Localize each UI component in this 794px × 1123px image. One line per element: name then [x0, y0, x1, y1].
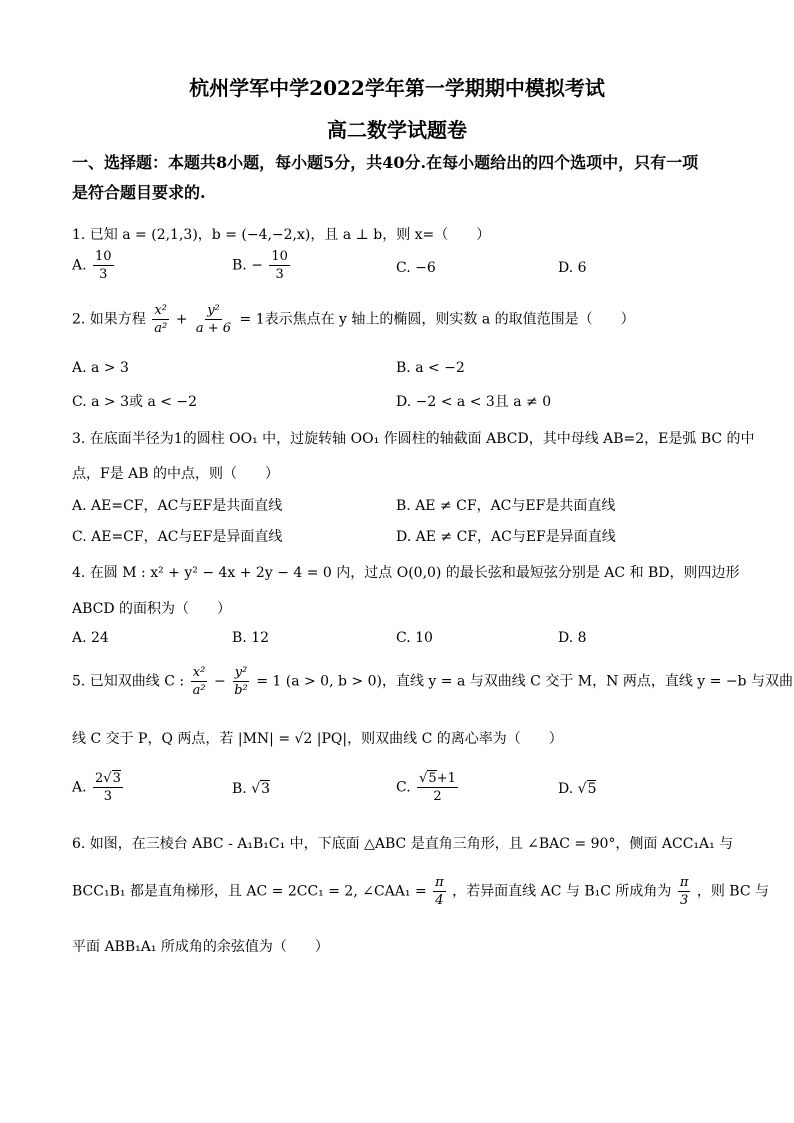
- q5-option-a-denominator: 3: [103, 789, 113, 804]
- q5-option-c-fraction: [417, 770, 458, 805]
- q4-stem-line1: 4. 在圆 M : x² + y² − 4x + 2y − 4 = 0 内，过点 O(0,0) 的最长弦和最短弦分别是 AC 和 BD，则四边形: [72, 565, 740, 581]
- q3-stem-line1: 3. 在底面半径为1的圆柱 OO₁ 中，过旋转轴 OO₁ 作圆柱的轴截面 ABCD，其中母线 AB=2，E是弧 BC 的中: [72, 431, 755, 447]
- q3-option-b: B. AE ≠ CF，AC与EF是共面直线: [396, 498, 616, 514]
- sqrt-symbol: √: [577, 781, 587, 797]
- q1-option-b-denominator: 3: [275, 267, 284, 282]
- q5-option-b-label: B.: [232, 781, 247, 797]
- q5-option-c-numerator: [417, 770, 458, 788]
- q1-option-a-fraction: [93, 248, 114, 283]
- q2-option-d: D. −2 < a < 3且 a ≠ 0: [396, 394, 552, 410]
- q2-fraction-y-denominator: a + 6: [195, 321, 232, 336]
- q1-option-d: D. 6: [558, 260, 587, 276]
- q3-stem-line2: 点，F是 AB 的中点，则（ ）: [72, 466, 280, 482]
- q2-stem: [72, 302, 722, 337]
- q6-fraction-2-numerator: π: [679, 875, 689, 890]
- q5-option-a-radicand: 3: [112, 771, 121, 786]
- q3-option-a: A. AE=CF，AC与EF是共面直线: [72, 498, 283, 514]
- q1-option-a-denominator: 3: [99, 267, 108, 282]
- q5-option-a-numerator: [93, 770, 123, 788]
- q6-stem-line2-post: ，则 BC 与: [696, 883, 770, 900]
- q1-option-a-label: A.: [72, 257, 87, 274]
- q5-fraction-x-denominator: a²: [192, 683, 206, 698]
- q5-fraction-y: [232, 664, 250, 699]
- q5-stem-post: = 1 (a > 0, b > 0)，直线 y = a 与双曲线 C 交于 M，N 两点，直线 y = −b 与双曲: [256, 673, 793, 690]
- q5-option-d-radicand: 5: [587, 781, 597, 797]
- q5-fraction-y-numerator: y²: [234, 665, 248, 680]
- q2-fraction-y-numerator: y²: [207, 303, 220, 318]
- q1-option-b: [232, 248, 292, 283]
- q1-option-b-numerator: 10: [271, 249, 288, 264]
- q6-stem-line3: 平面 ABB₁A₁ 所成角的余弦值为（ ）: [72, 939, 329, 955]
- q5-option-a: [72, 770, 125, 805]
- q5-stem-pre: 5. 已知双曲线 C :: [72, 673, 185, 690]
- q2-fraction-x: [152, 302, 169, 337]
- q2-fraction-y: [194, 302, 233, 337]
- q1-stem: 1. 已知 a = (2,1,3)，b = (−4,−2,x)，且 a ⊥ b，则 x=（ ）: [72, 227, 491, 243]
- exam-subtitle: 高二数学试题卷: [327, 118, 467, 142]
- q6-stem-line2-pre: BCC₁B₁ 都是直角梯形，且 AC = 2CC₁ = 2, ∠CAA₁ =: [72, 883, 427, 900]
- q5-fraction-x-numerator: x²: [192, 665, 206, 680]
- q1-option-b-label: B.: [232, 257, 247, 274]
- q5-option-d: [558, 781, 596, 797]
- q5-fraction-y-denominator: b²: [234, 683, 248, 698]
- q5-stem-line1: [72, 664, 793, 699]
- q5-option-c-denominator: 2: [433, 789, 442, 804]
- q2-plus: +: [175, 311, 188, 328]
- q2-fraction-x-denominator: a²: [154, 321, 168, 336]
- q5-option-d-label: D.: [558, 781, 574, 797]
- q4-option-c: C. 10: [396, 630, 433, 646]
- q1-option-b-fraction: [269, 248, 290, 283]
- q2-option-a: A. a > 3: [72, 360, 129, 376]
- q5-minus: −: [214, 673, 226, 690]
- q6-stem-line1: 6. 如图，在三棱台 ABC - A₁B₁C₁ 中，下底面 △ABC 是直角三角形，且 ∠BAC = 90°，侧面 ACC₁A₁ 与: [72, 836, 734, 852]
- q2-option-c: C. a > 3或 a < −2: [72, 394, 198, 410]
- q5-option-c-radicand: 5: [428, 771, 437, 786]
- sqrt-symbol: √: [251, 781, 261, 797]
- q2-stem-post: = 1表示焦点在 y 轴上的椭圆，则实数 a 的取值范围是（ ）: [239, 311, 635, 328]
- sqrt-symbol: √: [103, 771, 112, 786]
- q5-option-a-fraction: [93, 770, 123, 805]
- q5-stem-line2: 线 C 交于 P，Q 两点，若 |MN| = √2 |PQ|，则双曲线 C 的离心率为（ ）: [72, 731, 563, 747]
- q4-stem-line2: ABCD 的面积为（ ）: [72, 601, 232, 617]
- q5-option-a-coefficient: 2: [95, 771, 104, 786]
- q6-stem-line2-mid: ，若异面直线 AC 与 B₁C 所成角为: [452, 883, 672, 900]
- q1-option-a: [72, 248, 116, 283]
- q6-fraction-pi-over-4: [433, 874, 446, 909]
- q2-fraction-x-numerator: x²: [154, 303, 168, 318]
- q4-option-b: B. 12: [232, 630, 270, 646]
- q6-fraction-pi-over-3: [678, 874, 691, 909]
- q1-option-b-sign: −: [251, 257, 263, 274]
- q5-option-a-label: A.: [72, 779, 87, 796]
- q5-option-c-label: C.: [396, 779, 411, 796]
- section-heading-line1: 一、选择题：本题共8小题，每小题5分，共40分.在每小题给出的四个选项中，只有一项: [72, 153, 699, 172]
- q6-fraction-1-denominator: 4: [435, 893, 444, 908]
- q5-option-b-radicand: 3: [261, 781, 271, 797]
- q5-fraction-x: [191, 664, 208, 699]
- section-heading-line2: 是符合题目要求的.: [72, 183, 206, 202]
- q4-option-a: A. 24: [72, 630, 109, 646]
- exam-title: 杭州学军中学2022学年第一学期期中模拟考试: [189, 76, 605, 100]
- q2-stem-pre: 2. 如果方程: [72, 311, 146, 328]
- q1-option-c: C. −6: [396, 260, 436, 276]
- q3-option-d: D. AE ≠ CF，AC与EF是异面直线: [396, 529, 616, 545]
- q6-fraction-2-denominator: 3: [679, 893, 689, 908]
- q3-option-c: C. AE=CF，AC与EF是异面直线: [72, 529, 283, 545]
- sqrt-symbol: √: [419, 771, 428, 786]
- q1-option-a-numerator: 10: [95, 249, 112, 264]
- q5-option-c: [396, 770, 460, 805]
- q4-option-d: D. 8: [558, 630, 587, 646]
- q5-option-b: [232, 781, 270, 797]
- q6-fraction-1-numerator: π: [435, 875, 444, 890]
- q6-stem-line2: [72, 874, 770, 909]
- q2-option-b: B. a < −2: [396, 360, 465, 376]
- q5-option-c-plus-one: +1: [436, 771, 456, 786]
